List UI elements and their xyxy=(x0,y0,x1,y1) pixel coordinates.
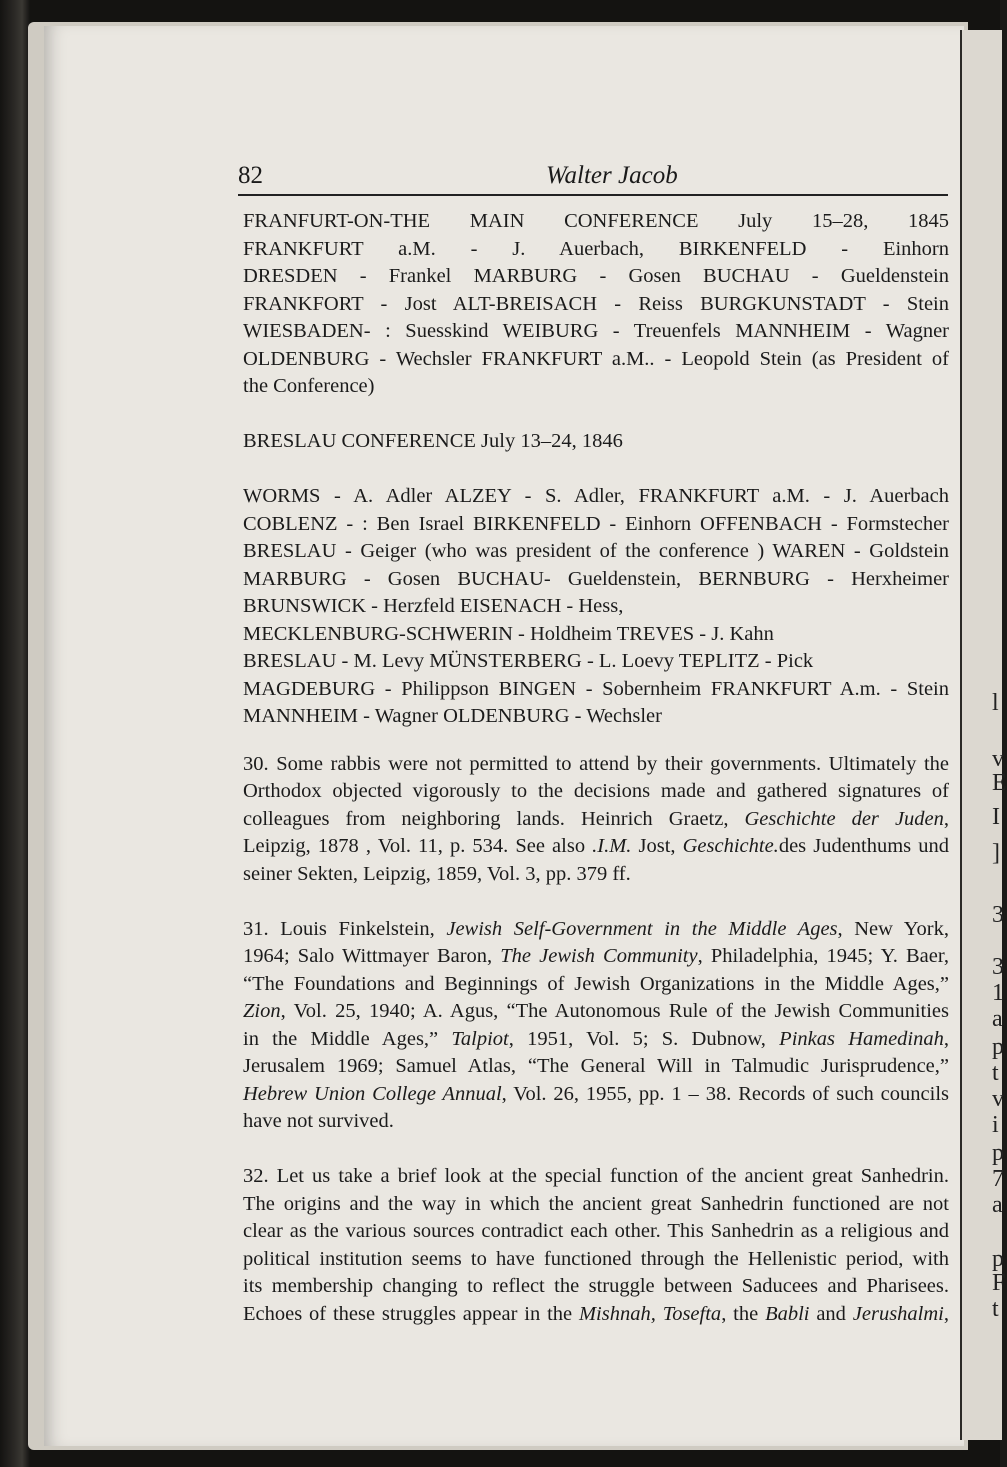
text-line: OLDENBURG - Wechsler FRANKFURT a.M.. - Leopold Stein (as President of xyxy=(243,347,949,370)
text-line: FRANFURT-ON-THE MAIN CONFERENCE July 15–28, 1845 xyxy=(243,210,949,232)
facing-page-glyph: 3 xyxy=(992,954,1004,980)
running-header xyxy=(238,160,948,196)
footnote-30 xyxy=(243,751,949,889)
cited-title: Zion xyxy=(243,1000,281,1022)
text-line: BRUNSWICK - Herzfeld EISENACH - Hess, xyxy=(243,595,624,617)
text-run: , Vol. 25, 1940; A. Agus, “The Autonomous Rule of the Jewish Communities xyxy=(280,1000,949,1022)
text-run: and xyxy=(809,1302,853,1325)
text-run: Echoes of these struggles appear in the xyxy=(243,1302,579,1325)
page-content xyxy=(243,208,949,1328)
text-line xyxy=(243,943,949,971)
cited-title: Talpiot xyxy=(451,1027,509,1050)
facing-page-edge xyxy=(960,30,1007,1440)
text-line: political institution seems to have functioned through the Hellenistic period, with xyxy=(243,1247,949,1270)
text-line: BRESLAU - Geiger (who was president of the conference ) WAREN - Goldstein xyxy=(243,540,949,562)
text-run: , New York, xyxy=(837,917,949,940)
spacer xyxy=(243,456,949,484)
text-run: , the xyxy=(721,1302,766,1325)
frankfurt-conference-list xyxy=(243,208,949,401)
text-line xyxy=(243,833,949,861)
text-run: , 1951, Vol. 5; S. Dubnow, xyxy=(508,1027,780,1050)
text-line: seiner Sekten, Leipzig, 1859, Vol. 3, pp. 379 ff. xyxy=(243,862,631,885)
section-title: BRESLAU CONFERENCE July 13–24, 1846 xyxy=(243,430,623,452)
facing-page-glyph: I xyxy=(992,804,1000,830)
text-line: MARBURG - Gosen BUCHAU- Gueldenstein, BERNBURG - Herxheimer xyxy=(243,567,949,590)
facing-page-glyph: a xyxy=(992,1006,1003,1032)
footnote-31 xyxy=(243,916,949,1136)
footnote-32 xyxy=(243,1163,949,1328)
text-line: 32. Let us take a brief look at the special function of the ancient great Sanhedrin. xyxy=(243,1165,949,1187)
cited-title: Jerushalmi xyxy=(852,1302,944,1325)
facing-page-glyph: a xyxy=(992,1192,1003,1218)
text-line xyxy=(243,1301,949,1329)
text-run: Leipzig, 1878 , Vol. 11, p. 534. See also xyxy=(243,835,593,857)
text-run: colleagues from neighboring lands. Heinrich Graetz, xyxy=(243,807,745,830)
text-line xyxy=(243,1081,949,1109)
text-line: the Conference) xyxy=(243,375,375,397)
text-run: , xyxy=(943,1302,950,1325)
spacer xyxy=(243,401,949,429)
text-run: , Philadelphia, 1945; Y. Baer, xyxy=(697,945,949,967)
text-line: DRESDEN - Frankel MARBURG - Gosen BUCHAU - Gueldenstein xyxy=(243,265,949,287)
cited-title: Geschichte der Juden xyxy=(744,807,944,830)
spacer xyxy=(243,1136,949,1164)
text-line: MAGDEBURG - Philippson BINGEN - Sobernheim FRANKFURT A.m. - Stein xyxy=(243,677,949,700)
text-run: , xyxy=(943,807,950,830)
running-title: Walter Jacob xyxy=(546,162,678,189)
text-line: WORMS - A. Adler ALZEY - S. Adler, FRANKFURT a.M. - J. Auerbach xyxy=(243,485,949,507)
text-line: MANNHEIM - Wagner OLDENBURG - Wechsler xyxy=(243,705,662,727)
text-line: FRANKFURT a.M. - J. Auerbach, BIRKENFELD - Einhorn xyxy=(243,237,949,260)
text-line: BRESLAU - M. Levy MÜNSTERBERG - L. Loevy TEPLITZ - Pick xyxy=(243,650,814,672)
text-run: Jost, xyxy=(631,835,683,857)
text-line: Orthodox objected vigorously to the decisions made and gathered signatures of xyxy=(243,780,949,802)
cited-title: The Jewish Community xyxy=(500,945,698,967)
breslau-conference-list xyxy=(243,428,949,731)
page-number: 82 xyxy=(238,162,263,189)
text-line: have not survived. xyxy=(243,1110,394,1132)
text-line xyxy=(243,1026,949,1054)
facing-page-glyph: t xyxy=(992,1296,999,1322)
facing-page-glyph: v xyxy=(992,1086,1004,1112)
text-line: MECKLENBURG-SCHWERIN - Holdheim TREVES - J. Kahn xyxy=(243,622,774,645)
cited-title: Hebrew Union College Annual xyxy=(243,1082,502,1105)
text-run: , Vol. 26, 1955, pp. 1 – 38. Records of such councils xyxy=(501,1082,949,1105)
cited-title: Pinkas Hamedinah xyxy=(779,1027,944,1050)
facing-page-glyph: p xyxy=(992,1034,1004,1060)
text-line: FRANKFORT - Jost ALT-BREISACH - Reiss BURGKUNSTADT - Stein xyxy=(243,292,949,315)
text-line: its membership changing to reflect the struggle between Saducees and Pharisees. xyxy=(243,1275,949,1297)
text-run: 1964; Salo Wittmayer Baron, xyxy=(243,945,501,967)
text-run: in the Middle Ages,” xyxy=(243,1027,452,1050)
facing-page-glyph: p xyxy=(992,1140,1004,1166)
cited-title: Babli xyxy=(765,1302,810,1325)
facing-page-glyph: F xyxy=(992,1270,1006,1296)
text-line: Jerusalem 1969; Samuel Atlas, “The General Will in Talmudic Jurisprudence,” xyxy=(243,1055,949,1077)
text-line xyxy=(243,998,949,1026)
facing-page-glyph: E xyxy=(992,770,1007,796)
text-run: , xyxy=(943,1027,949,1050)
facing-page-glyph: l xyxy=(992,690,999,716)
text-line: clear as the various sources contradict each other. This Sanhedrin as a religious and xyxy=(243,1220,949,1242)
text-line xyxy=(243,806,949,834)
text-line: “The Foundations and Beginnings of Jewish Organizations in the Middle Ages,” xyxy=(243,972,949,995)
text-line: WIESBADEN- : Suesskind WEIBURG - Treuenfels MANNHEIM - Wagner xyxy=(243,320,949,342)
facing-page-glyph: t xyxy=(992,1060,999,1086)
text-line xyxy=(243,916,949,944)
facing-page-glyph: 1 xyxy=(992,980,1004,1006)
text-line: COBLENZ - : Ben Israel BIRKENFELD - Einhorn OFFENBACH - Formstecher xyxy=(243,512,949,535)
facing-page-glyph: p xyxy=(992,1246,1004,1272)
text-run: des Judenthums und xyxy=(778,835,949,857)
cited-title: Geschichte. xyxy=(682,835,779,857)
text-line: The origins and the way in which the ancient great Sanhedrin functioned are not xyxy=(243,1192,949,1215)
facing-page-glyph: 7 xyxy=(992,1166,1004,1192)
facing-page-glyph: ] xyxy=(992,840,1000,866)
facing-page-glyph: 3 xyxy=(992,902,1004,928)
cited-title: Mishnah, Tosefta xyxy=(578,1302,722,1325)
cited-title: Jewish Self-Government in the Middle Ages xyxy=(446,917,838,940)
spacer xyxy=(243,731,949,751)
text-line: 30. Some rabbis were not permitted to attend by their governments. Ultimately the xyxy=(243,752,949,775)
facing-page-glyph: v xyxy=(992,746,1004,772)
cited-title: .I.M. xyxy=(592,835,632,857)
spacer xyxy=(243,888,949,916)
facing-page-glyph: i xyxy=(992,1112,999,1138)
text-run: 31. Louis Finkelstein, xyxy=(243,917,447,940)
